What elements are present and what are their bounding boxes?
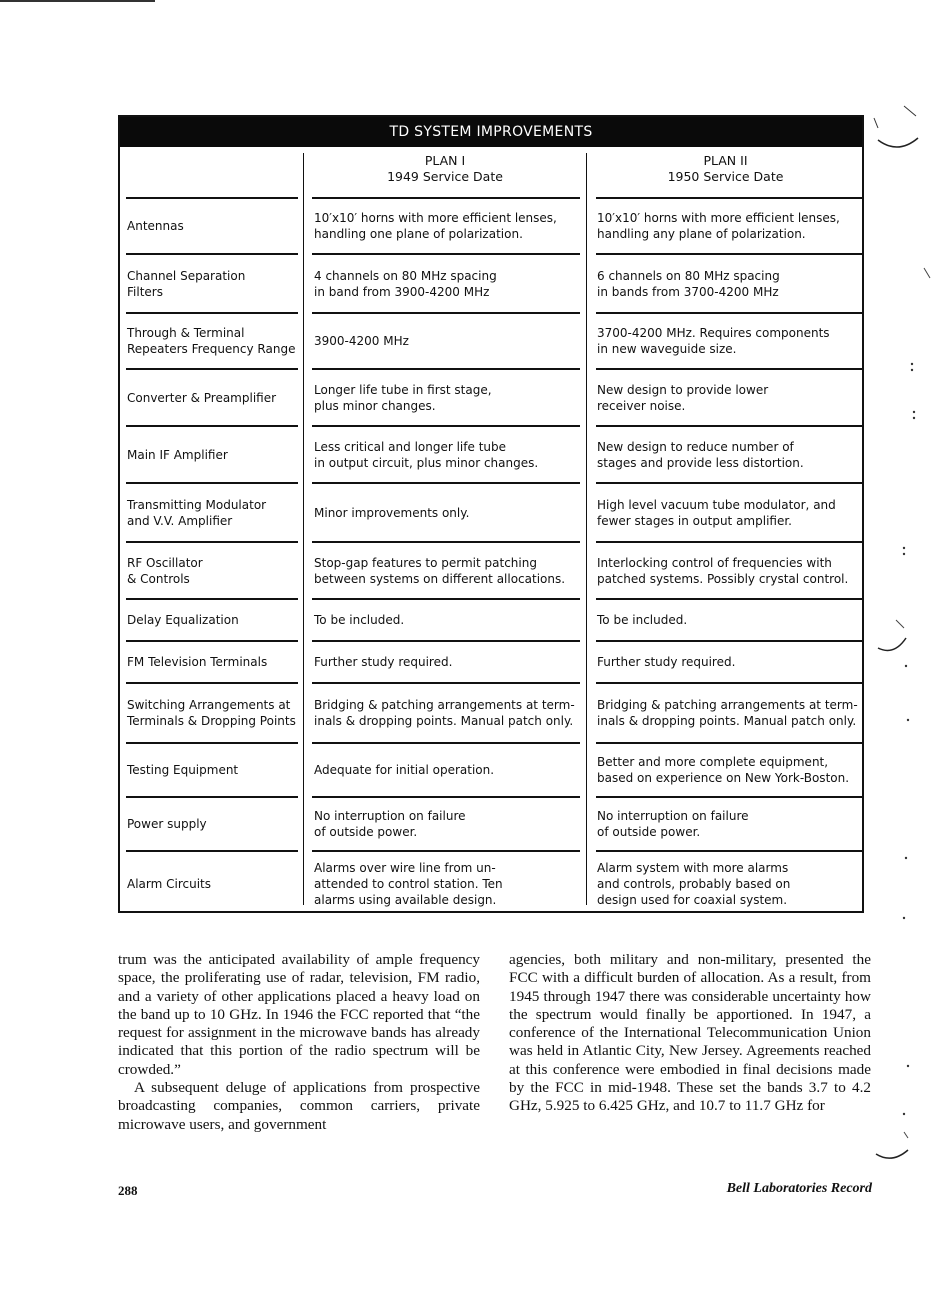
plan-2-cell-text: New design to provide lower receiver noise. [597, 382, 769, 413]
plan-1-cell [314, 427, 582, 482]
row-label-text: Antennas [127, 219, 184, 233]
row-label [127, 484, 299, 541]
row-label-text: Through & Terminal Repeaters Frequency Range [127, 326, 296, 356]
plan-2-cell-text: No interruption on failure of outside power. [597, 809, 749, 839]
plan-2-cell-text: 3700-4200 MHz. Requires components in new waveguide size. [597, 326, 830, 356]
journal-title: Bell Laboratories Record [726, 1181, 872, 1196]
plan-2-cell [597, 543, 859, 598]
plan-1-cell [314, 798, 582, 850]
plan-2-cell-text: 6 channels on 80 MHz spacing in bands from 3700-4200 MHz [597, 268, 780, 299]
plan-2-cell [597, 427, 859, 482]
plan-1-cell-text: 4 channels on 80 MHz spacing in band from 3900-4200 MHz [314, 268, 497, 299]
plan-1-cell [314, 199, 582, 253]
plan-2-cell-text: Alarm system with more alarms and controls, probably based on design used for coaxial system. [597, 860, 791, 907]
row-label-text: Power supply [127, 817, 207, 831]
plan-2-cell [597, 255, 859, 312]
plan-2-cell-text: High level vacuum tube modulator, and fewer stages in output amplifier. [597, 497, 836, 528]
table-row [120, 482, 862, 541]
table-row [120, 640, 862, 682]
row-label-text: FM Television Terminals [127, 655, 268, 669]
row-label [127, 314, 299, 368]
plan-1-cell-text: 3900-4200 MHz [314, 334, 409, 348]
table-row [120, 598, 862, 640]
row-label-text: Converter & Preamplifier [127, 390, 277, 405]
plan-1-cell-text: Further study required. [314, 655, 453, 669]
row-label [127, 744, 299, 796]
body-column-left [118, 951, 480, 1134]
plan-1-cell-text: Less critical and longer life tube in output circuit, plus minor changes. [314, 439, 539, 470]
plan-1-cell-text: No interruption on failure of outside power. [314, 809, 466, 839]
plan-1-header [304, 153, 586, 185]
plan-1-cell [314, 852, 582, 915]
plan-2-cell [597, 798, 859, 850]
row-label [127, 600, 299, 640]
row-label [127, 370, 299, 425]
plan-2-cell-text: Further study required. [597, 655, 736, 669]
row-label [127, 427, 299, 482]
body-paragraph: trum was the anticipated availability of ample frequency space, the proliferating use of radar, television, FM radio, and a variety of other applications placed a heavy load on the band up to 10 GHz. In 1946 the FCC reported that “the request for assignment in the microwave bands has already indicated that this portion of the radio spectrum will be crowded.” [118, 951, 480, 1078]
improvements-table [118, 115, 864, 913]
row-label-text: Transmitting Modulator and V.V. Amplifier [127, 497, 267, 528]
plan-1-cell-text: Alarms over wire line from un- attended to control station. Ten alarms using available design. [314, 860, 503, 907]
row-label [127, 852, 299, 915]
row-label [127, 798, 299, 850]
table-title: TD SYSTEM IMPROVEMENTS [120, 117, 862, 147]
plan-1-cell-text: Longer life tube in first stage, plus minor changes. [314, 382, 492, 413]
row-label-text: Alarm Circuits [127, 876, 211, 891]
row-label-text: Switching Arrangements at Terminals & Dropping Points [127, 698, 296, 728]
plan-1-cell [314, 642, 582, 682]
table-row [120, 742, 862, 796]
table-row [120, 682, 862, 742]
row-label-text: Delay Equalization [127, 613, 239, 627]
table-body [120, 197, 862, 915]
plan-2-cell [597, 199, 859, 253]
body-paragraph: A subsequent deluge of applications from prospective broadcasting companies, common carriers, private microwave users, and government [118, 1079, 480, 1133]
plan-1-cell-text: Adequate for initial operation. [314, 763, 495, 777]
table-row [120, 197, 862, 253]
plan-2-name: PLAN II [703, 153, 748, 168]
plan-2-date: 1950 Service Date [667, 169, 784, 184]
table-row [120, 368, 862, 425]
table-row [120, 796, 862, 850]
plan-1-cell-text: 10′x10′ horns with more efficient lenses, handling one plane of polarization. [314, 211, 557, 241]
plan-1-cell-text: To be included. [314, 613, 405, 627]
table-row [120, 312, 862, 368]
plan-2-cell [597, 684, 859, 742]
plan-1-name: PLAN I [424, 153, 466, 168]
plan-2-cell [597, 642, 859, 682]
plan-2-cell [597, 744, 859, 796]
row-label-text: Testing Equipment [127, 763, 239, 777]
plan-1-cell [314, 484, 582, 541]
plan-2-cell-text: Interlocking control of frequencies with patched systems. Possibly crystal control. [597, 555, 849, 586]
plan-2-cell-text: To be included. [597, 613, 688, 627]
table-row [120, 253, 862, 312]
plan-1-cell [314, 600, 582, 640]
body-column-right [509, 951, 871, 1116]
row-label-text: RF Oscillator & Controls [127, 555, 203, 586]
table-row [120, 425, 862, 482]
plan-1-cell-text: Bridging & patching arrangements at term- inals & dropping points. Manual patch only. [314, 698, 575, 728]
row-label [127, 684, 299, 742]
plan-2-cell [597, 600, 859, 640]
plan-1-cell-text: Stop-gap features to permit patching between systems on different allocations. [314, 555, 566, 586]
row-label [127, 255, 299, 312]
row-label [127, 199, 299, 253]
plan-2-cell-text: Bridging & patching arrangements at term- inals & dropping points. Manual patch only. [597, 698, 858, 728]
plan-2-cell-text: 10′x10′ horns with more efficient lenses, handling any plane of polarization. [597, 211, 840, 241]
plan-2-cell [597, 852, 859, 915]
top-rule [0, 0, 155, 2]
row-label-text: Main IF Amplifier [127, 447, 228, 462]
plan-1-cell [314, 543, 582, 598]
plan-2-cell-text: Better and more complete equipment, based on experience on New York-Boston. [597, 755, 850, 785]
body-paragraph: agencies, both military and non-military, presented the FCC with a difficult burden of allocation. As a result, from 1945 through 1947 there was considerable uncertainty how the spectrum would finally be apportioned. In 1947, a conference of the International Telecommunication Union was held in Atlantic City, New Jersey. Agreements reached at this conference were embodied in final decisions made by the FCC in mid-1948. These set the bands 3.7 to 4.2 GHz, 5.925 to 6.425 GHz, and 10.7 to 11.7 GHz for [509, 951, 871, 1115]
plan-1-cell-text: Minor improvements only. [314, 505, 470, 520]
row-label [127, 642, 299, 682]
plan-1-cell [314, 370, 582, 425]
plan-1-cell [314, 314, 582, 368]
plan-2-cell [597, 314, 859, 368]
plan-2-cell [597, 484, 859, 541]
page-number: 288 [118, 1183, 138, 1198]
plan-2-header [587, 153, 864, 185]
table-row [120, 850, 862, 915]
plan-1-cell [314, 255, 582, 312]
row-label [127, 543, 299, 598]
plan-1-date: 1949 Service Date [387, 169, 503, 184]
row-label-text: Channel Separation Filters [127, 268, 246, 299]
margin-marks [868, 100, 934, 1180]
plan-1-cell [314, 684, 582, 742]
plan-2-cell-text: New design to reduce number of stages and provide less distortion. [597, 439, 804, 470]
table-row [120, 541, 862, 598]
plan-2-cell [597, 370, 859, 425]
plan-1-cell [314, 744, 582, 796]
table-header [120, 153, 862, 196]
